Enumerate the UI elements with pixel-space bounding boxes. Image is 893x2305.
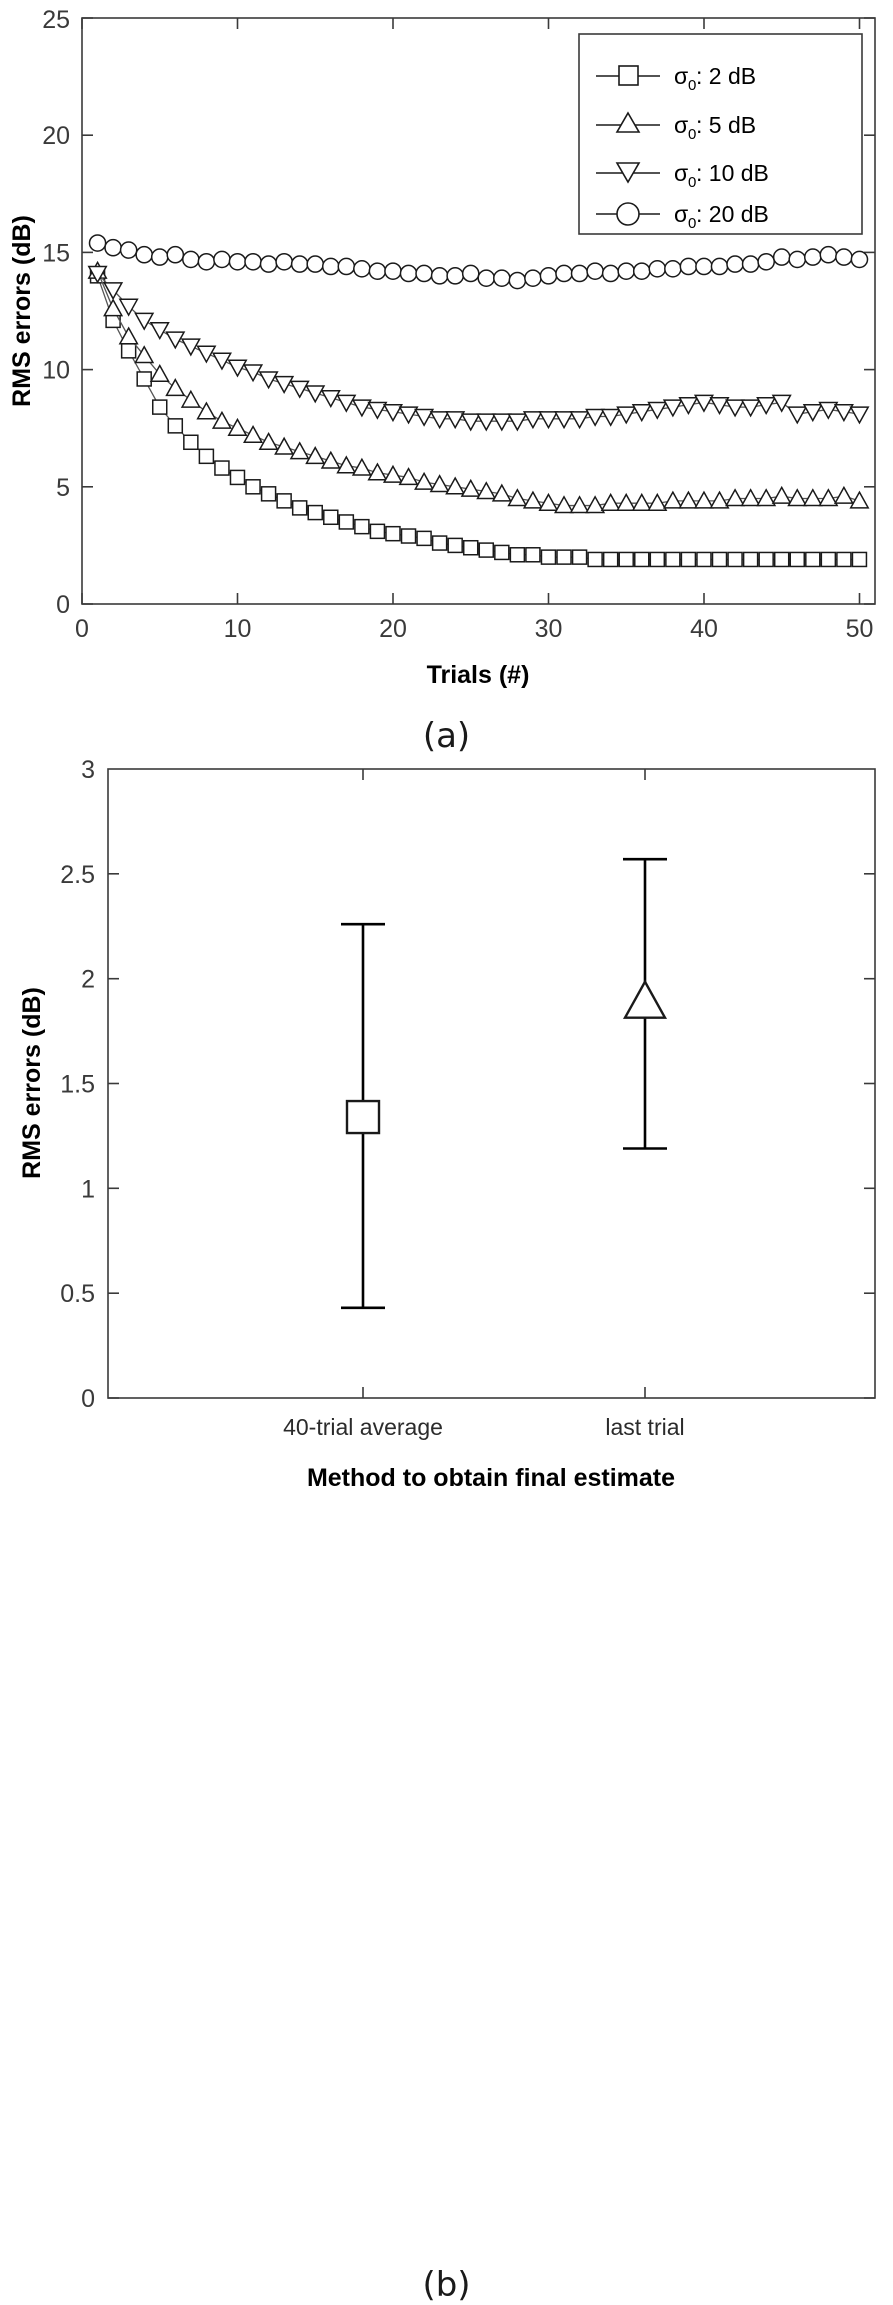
panel-a-marker-square [199,449,213,463]
panel-a-xtick-50: 50 [845,615,874,643]
panel-a-marker-circle [805,249,821,265]
panel-a-marker-circle [447,268,463,284]
panel-a-marker-circle [463,265,479,281]
panel-a-marker-circle [229,254,245,270]
panel-a-marker-square [402,529,416,543]
panel-a-marker-square [324,510,338,524]
panel-a-marker-circle [245,254,261,270]
panel-a-marker-square [464,541,478,555]
legend-sigma-subscript-1: 0 [688,77,697,94]
panel-a-marker-circle [556,265,572,281]
panel-a-marker-circle [525,270,541,286]
panel-a-marker-circle [727,256,743,272]
panel-a-ytick-15: 15 [42,239,70,268]
panel-a-marker-circle [261,256,277,272]
panel-a-marker-circle [711,258,727,274]
panel-a-marker-circle [307,256,323,272]
panel-a-marker-circle [121,242,137,258]
chart-panel-a [0,0,893,790]
panel-b-category-label-2: last trial [605,1414,685,1440]
legend-sigma-symbol-1: σ [674,63,689,89]
panel-a-marker-circle [649,261,665,277]
panel-a-marker-square [713,552,727,566]
panel-b-ytick-2-5: 2.5 [60,860,95,889]
panel-a-marker-circle [292,256,308,272]
legend-sigma-symbol-4: σ [674,201,689,227]
panel-b-plot [0,756,893,1492]
panel-a-marker-circle [820,247,836,263]
panel-a-marker-square [806,552,820,566]
panel-a-marker-square [479,543,493,557]
panel-a-xtick-20: 20 [379,615,407,643]
panel-a-marker-square [262,487,276,501]
panel-a-ytick-20: 20 [42,122,70,151]
panel-a-marker-square [526,548,540,562]
panel-a-marker-square [573,550,587,564]
panel-a-marker-circle [665,261,681,277]
panel-a-marker-square [821,552,835,566]
panel-a-marker-square [604,552,618,566]
panel-a-marker-circle [416,265,432,281]
panel-a-xlabel: Trials (#) [426,661,530,689]
panel-a-marker-square [433,536,447,550]
panel-a-marker-circle [758,254,774,270]
panel-b-xlabel: Method to obtain final estimate [306,1464,676,1492]
legend-sigma-subscript-4: 0 [688,215,697,232]
panel-a-marker-square [153,400,167,414]
panel-a-marker-circle [478,270,494,286]
panel-a-marker-square [635,552,649,566]
legend-label-3: : 10 dB [696,160,769,186]
panel-a-caption: (a) [422,716,471,756]
panel-b-ytick-1: 1 [81,1175,95,1204]
legend-label-1: : 2 dB [696,63,757,89]
panel-a-marker-square [790,552,804,566]
panel-a-marker-circle [836,249,852,265]
panel-b-ytick-2: 2 [81,965,95,994]
panel-b-caption: (b) [422,2265,471,2305]
legend-label-4: : 20 dB [696,201,769,227]
panel-b-ytick-1-5: 1.5 [60,1070,95,1099]
panel-a-marker-square [541,550,555,564]
panel-a-marker-square [852,552,866,566]
panel-b-axes-frame [108,769,875,1398]
panel-a-marker-square [666,552,680,566]
panel-a-marker-square [775,552,789,566]
panel-a-marker-circle [774,249,790,265]
panel-a-marker-square [697,552,711,566]
panel-a-marker-circle [338,258,354,274]
panel-a-marker-circle [276,254,292,270]
panel-a-marker-circle [183,251,199,267]
panel-a-marker-circle [214,251,230,267]
panel-b-ytick-0-5: 0.5 [60,1280,95,1309]
panel-a-xtick-10: 10 [223,615,252,643]
panel-a-legend [579,34,862,234]
panel-a-marker-square [759,552,773,566]
panel-a-marker-square [728,552,742,566]
panel-b-marker-square [347,1101,379,1133]
panel-b-ytick-3: 3 [81,756,95,784]
panel-a-marker-square [215,461,229,475]
panel-a-marker-circle [494,270,510,286]
panel-a-ytick-0: 0 [56,591,70,619]
panel-a-marker-square [293,501,307,515]
legend-sigma-symbol-3: σ [674,160,689,186]
panel-a-marker-square [355,520,369,534]
panel-a-marker-circle [572,265,588,281]
panel-a-marker-circle [400,265,416,281]
panel-a-marker-circle [167,247,183,263]
panel-a-marker-circle [603,265,619,281]
panel-b-category-label-1: 40-trial average [283,1414,443,1440]
panel-a-marker-circle [105,240,121,256]
panel-a-marker-square [277,494,291,508]
panel-a-marker-square [370,524,384,538]
panel-a-marker-circle [323,258,339,274]
chart-panel-b [0,756,893,2305]
panel-a-xtick-40: 40 [690,615,718,643]
panel-a-marker-square [448,538,462,552]
panel-a-marker-square [230,470,244,484]
panel-a-marker-square [588,552,602,566]
panel-a-marker-circle [432,268,448,284]
legend-sigma-subscript-2: 0 [688,126,697,143]
panel-a-marker-circle [743,256,759,272]
panel-a-ytick-25: 25 [42,6,70,34]
panel-a-marker-square [339,515,353,529]
panel-a-marker-square [417,531,431,545]
panel-a-marker-square [650,552,664,566]
panel-a-marker-circle [89,235,105,251]
panel-a-marker-circle [136,247,152,263]
panel-a-marker-square [495,545,509,559]
panel-a-marker-circle [851,251,867,267]
panel-a-ytick-5: 5 [56,473,70,502]
panel-a-marker-circle [198,254,214,270]
panel-a-marker-circle [152,249,168,265]
panel-a-plot [0,0,893,716]
panel-a-marker-square [308,506,322,520]
panel-a-marker-circle [587,263,603,279]
panel-a-marker-square [386,527,400,541]
panel-a-marker-square [510,548,524,562]
panel-a-marker-square [168,419,182,433]
panel-a-marker-circle [618,263,634,279]
legend-label-2: : 5 dB [696,112,757,138]
panel-a-marker-square [744,552,758,566]
panel-a-marker-circle [696,258,712,274]
panel-a-marker-circle [385,263,401,279]
panel-a-marker-circle [789,251,805,267]
panel-a-marker-circle [540,268,556,284]
panel-a-xtick-0: 0 [75,615,89,643]
panel-a-marker-circle [369,263,385,279]
panel-a-marker-circle [354,261,370,277]
panel-a-marker-square [837,552,851,566]
panel-a-marker-circle [680,258,696,274]
panel-a-marker-square [184,435,198,449]
panel-a-marker-square [619,552,633,566]
panel-a-ytick-10: 10 [42,356,70,385]
legend-sigma-subscript-3: 0 [688,174,697,191]
panel-a-marker-square [557,550,571,564]
panel-a-marker-square [246,480,260,494]
panel-a-marker-square [137,372,151,386]
panel-b-ylabel: RMS errors (dB) [18,987,46,1179]
panel-a-xtick-30: 30 [534,615,563,643]
panel-a-marker-square [122,344,136,358]
panel-a-ylabel: RMS errors (dB) [8,215,36,407]
panel-a-marker-circle [634,263,650,279]
panel-b-ytick-0: 0 [81,1385,95,1413]
panel-a-marker-square [681,552,695,566]
panel-a-marker-circle [509,272,525,288]
legend-sigma-symbol-2: σ [674,112,689,138]
